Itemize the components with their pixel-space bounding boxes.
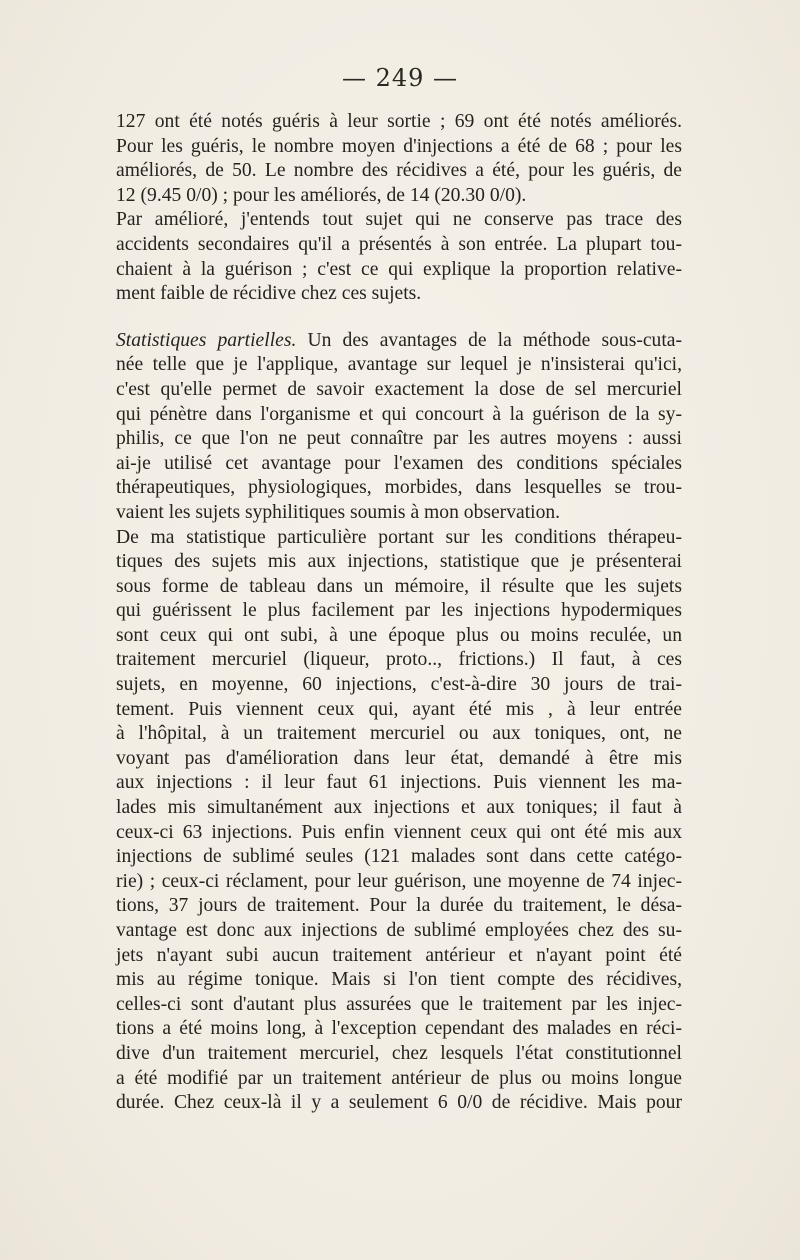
- paragraph-2: [116, 208, 682, 306]
- text-line: philis, ce que l'on ne peut connaître par les autres moyens : aussi: [116, 428, 682, 450]
- text-line: tement. Puis viennent ceux qui, ayant été mis , à leur entrée: [116, 698, 682, 720]
- text-line: 127 ont été notés guéris à leur sortie ; 69 ont été notés améliorés.: [116, 111, 682, 132]
- text-line: Un des avantages de la méthode sous-cuta-: [296, 329, 682, 351]
- text-line: sujets, en moyenne, 60 injections, c'est-à-dire 30 jours de trai-: [116, 674, 682, 696]
- text-line: améliorés, de 50. Le nombre des récidives a été, pour les guéris, de: [116, 160, 682, 182]
- text-line: mis au régime tonique. Mais si l'on tient compte des récidives,: [116, 969, 682, 991]
- paragraph-4: [116, 526, 682, 1116]
- text-line: née telle que je l'applique, avantage sur lequel je n'insisterai qu'ici,: [116, 354, 682, 376]
- text-line: ceux-ci 63 injections. Puis enfin viennent ceux qui ont été mis aux: [116, 821, 682, 843]
- text-line: tions, 37 jours de traitement. Pour la durée du traitement, le désa-: [116, 895, 682, 917]
- text-line: traitement mercuriel (liqueur, proto.., frictions.) Il faut, à ces: [116, 649, 682, 671]
- text-line: voyant pas d'amélioration dans leur état, demandé à être mis: [116, 747, 682, 769]
- text-line: rie) ; ceux-ci réclament, pour leur guérison, une moyenne de 74 injec-: [116, 870, 682, 892]
- text-line: injections de sublimé seules (121 malades sont dans cette catégo-: [116, 846, 682, 868]
- text-line: ai-je utilisé cet avantage pour l'examen des conditions spéciales: [116, 452, 682, 474]
- text-line: thérapeutiques, physiologiques, morbides, dans lesquelles se trou-: [116, 477, 682, 499]
- text-line: 12 (9.45 0/0) ; pour les améliorés, de 14 (20.30 0/0).: [116, 184, 527, 206]
- text-line: jets n'ayant subi aucun traitement antérieur et n'ayant point été: [116, 944, 682, 966]
- text-line: ment faible de récidive chez ces sujets.: [116, 283, 422, 305]
- text-line: De ma statistique particulière portant sur les conditions thérapeu-: [116, 526, 682, 548]
- paragraph-1: [116, 110, 682, 208]
- paragraph-3: [116, 329, 682, 526]
- text-line: dive d'un traitement mercuriel, chez lesquels l'état constitutionnel: [116, 1042, 682, 1064]
- text-line: à l'hôpital, à un traitement mercuriel ou aux toniques, ont, ne: [116, 723, 682, 745]
- text-line: vantage est donc aux injections de sublimé employées chez des su-: [116, 920, 682, 941]
- text-line: qui pénètre dans l'organisme et qui concourt à la guérison de la sy-: [116, 403, 682, 425]
- text-line: c'est qu'elle permet de savoir exactement la dose de sel mercuriel: [116, 378, 682, 400]
- text-line: tiques des sujets mis aux injections, statistique que je présenterai: [116, 551, 682, 573]
- section-title: Statistiques partielles.: [116, 329, 297, 351]
- text-line: lades mis simultanément aux injections et aux toniques; il faut à: [116, 797, 682, 819]
- text-line: aux injections : il leur faut 61 injections. Puis viennent les ma-: [116, 772, 682, 794]
- text-line: sont ceux qui ont subi, à une époque plus ou moins reculée, un: [116, 624, 682, 646]
- text-line: a été modifié par un traitement antérieur de plus ou moins longue: [116, 1067, 682, 1089]
- text-line: accidents secondaires qu'il a présentés à son entrée. La plupart tou-: [116, 233, 682, 255]
- text-line: sous forme de tableau dans un mémoire, il résulte que les sujets: [116, 575, 682, 597]
- body-text: [116, 110, 682, 1116]
- text-line: celles-ci sont d'autant plus assurées que le traitement par les injec-: [116, 993, 682, 1015]
- page-number: — 249 —: [341, 64, 459, 92]
- text-line-with-title: [116, 329, 682, 354]
- text-line: Par amélioré, j'entends tout sujet qui ne conserve pas trace des: [116, 209, 682, 231]
- text-line: durée. Chez ceux-là il y a seulement 6 0/0 de récidive. Mais pour: [116, 1092, 682, 1114]
- text-line: tions a été moins long, à l'exception cependant des malades en réci-: [116, 1018, 682, 1040]
- text-line: qui guérissent le plus facilement par les injections hypodermiques: [116, 600, 682, 622]
- text-line: Pour les guéris, le nombre moyen d'injections a été de 68 ; pour les: [116, 135, 682, 157]
- text-line: chaient à la guérison ; c'est ce qui explique la proportion relative-: [116, 258, 682, 280]
- text-line: vaient les sujets syphilitiques soumis à mon observation.: [116, 501, 561, 523]
